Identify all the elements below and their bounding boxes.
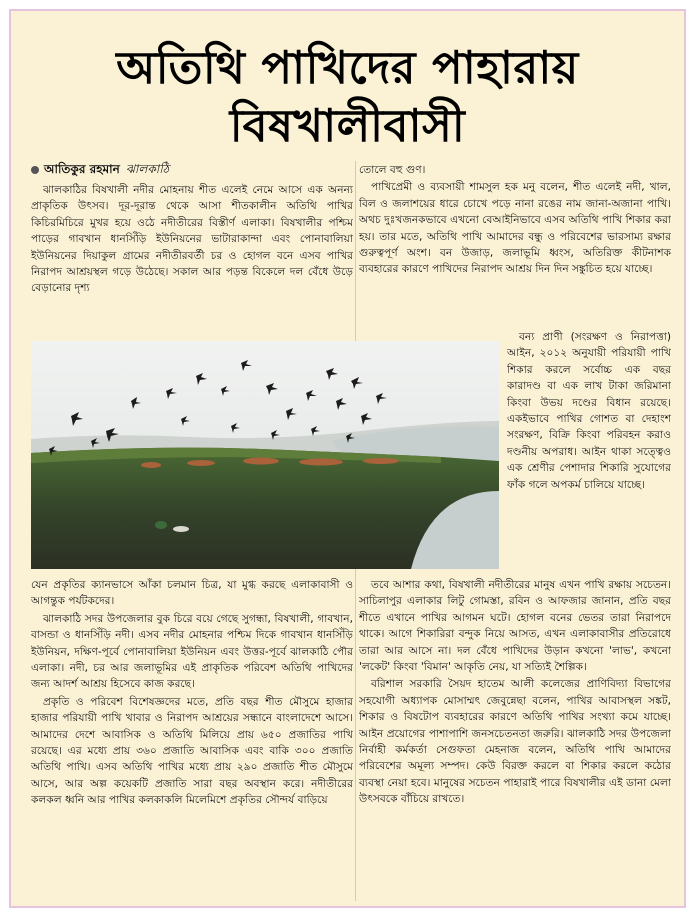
article-paragraph: পাখিপ্রেমী ও ব্যবসায়ী শামসুল হক মনু বলেন, শীত এলেই নদী, খাল, বিল ও জলাশয়ের ধারে চোখে পড়ে নানা রঙের নাম জানা-অজানা পাখি। অথচ দুঃখজনকভাবে এখনো বেআইনিভাবে এসব অতিথি পাখি শিকার করা হয়। তার মতে, অতিথি পাখি আমাদের বন্ধু ও পরিবেশের ভারসাম্য রক্ষার গুরুত্বপূর্ণ অংশ। বন উজাড়, জলাভূমি ধ্বংস, অতিরিক্ত কীটনাশক ব্যবহারের কারণে পাখিদের নিরাপদ আশ্রয় দিন দিন সঙ্কুচিত হয়ে যাচ্ছে। (359, 181, 671, 276)
article-paragraph: তবে আশার কথা, বিষখালী নদীতীরের মানুষ এখন পাখি রক্ষায় সচেতন। সাচিলাপুর এলাকার লিটু গোমস্তা, রবিন ও আফজার জানান, প্রতি বছর শীতে এখানে পাখির আগমন ঘটে। হোগল বনের ভেতর তারা নিরাপদে থাকে। আগে শিকারিরা বন্দুক নিয়ে আসত, এখন এলাকাবাসীর প্রতিরোধে তারা আর আসে না। দল বেঁধে পাখিদের উড়ান কখনো 'লাভ', কখনো 'লকেট' কিংবা 'বিমান' আকৃতি নেয়, যা সত্যিই শৈল্পিক। (359, 579, 671, 674)
newspaper-page (9, 9, 686, 908)
article-paragraph: বরিশাল সরকারি সৈয়দ হাতেম আলী কলেজের প্রাণিবিদ্যা বিভাগের সহযোগী অধ্যাপক মোসাম্মৎ জেবুন্নেছা বলেন, পাখির আবাসস্থল সঙ্কট, শিকার ও বিষটোপ ব্যবহারের কারণে অতিথি পাখির সংখ্যা কমে যাচ্ছে। আইন প্রয়োগের পাশাপাশি জনসচেতনতা জরুরি। ঝালকাঠি সদর উপজেলা নির্বাহী কর্মকর্তা সেগুফতা মেহনাজ বলেন, অতিথি পাখি আমাদের পরিবেশের অমূল্য সম্পদ। কেউ বিরক্ত করলে বা শিকার করলে কঠোর ব্যবস্থা নেয়া হবে। মানুষের সচেতন পাহারাই পারে বিষখালীর এই ডানা মেলা উৎসবকে বাঁচিয়ে রাখতে। (359, 678, 671, 806)
article-paragraph: প্রকৃতি ও পরিবেশ বিশেষজ্ঞদের মতে, প্রতি বছর শীত মৌসুমে হাজার হাজার পরিযায়ী পাখি খাবার ও নিরাপদ আশ্রয়ের সন্ধানে বাংলাদেশে আসে। আমাদের দেশে আবাসিক ও অতিথি মিলিয়ে প্রায় ৬৫০ প্রজাতির পাখি রয়েছে। এর মধ্যে প্রায় ৩৬০ প্রজাতি আবাসিক এবং বাকি ৩০০ প্রজাতি অতিথি পাখি। এসব অতিথি পাখির মধ্যে প্রায় ২৯০ প্রজাতি শীত মৌসুমে আসে, আর অল্প কয়েকটি প্রজাতি সারা বছর অবস্থান করে। নদীতীরের কলকল ধ্বনি আর পাখির কলকাকলি মিলেমিশে প্রকৃতির সৌন্দর্য বাড়িয়ে (31, 695, 353, 807)
headline-line-2: বিষখালীবাসী (229, 99, 466, 152)
article-column-1-bottom (31, 577, 353, 902)
bullet-icon (31, 166, 39, 174)
byline-place: ঝালকাঠি (125, 162, 170, 176)
article-paragraph: তোলে বহু গুণ। (359, 164, 426, 176)
photo-birds-on-river (31, 341, 499, 569)
article-paragraph: যেন প্রকৃতির ক্যানভাসে আঁকা চলমান চিত্র, যা মুগ্ধ করছে এলাকাবাসী ও আগন্তুক পর্যটকদের। (31, 579, 353, 608)
article-column-2-sidebar (507, 329, 671, 575)
byline-author: আতিকুর রহমান (44, 162, 120, 176)
article-column-1-top (31, 182, 353, 326)
article-column-2-top (359, 162, 671, 324)
headline-line-1: অতিথি পাখিদের পাহারায় (116, 41, 579, 94)
byline (31, 161, 169, 181)
article-paragraph: ঝালকাঠির বিষখালী নদীর মোহনায় শীত এলেই নেমে আসে এক অনন্য প্রাকৃতিক উৎসব। দূর-দূরান্ত থেকে আসা শীতকালীন অতিথি পাখির কিচিরমিচিরে মুখর হয়ে ওঠে নদীতীরের বিস্তীর্ণ এলাকা। বিষখালীর পশ্চিম পাড়ের গাবখান ধানসিঁড়ি ইউনিয়নের ভাটারাকান্দা এবং পোনাবালিয়া ইউনিয়নের দিয়াকুল গ্রামের নদীতীরবর্তী চর ও হোগল বনে এসব পাখির নিরাপদ আশ্রয়স্থল গড়ে উঠেছে। সকাল আর পড়ন্ত বিকেলে দল বেঁধে উড়ে বেড়ানোর দৃশ্য (31, 184, 353, 295)
article-paragraph: বন্য প্রাণী (সংরক্ষণ ও নিরাপত্তা) আইন, ২০১২ অনুযায়ী পরিযায়ী পাখি শিকার করলে সর্বোচ্চ এক বছর কারাদণ্ড বা এক লাখ টাকা জরিমানা কিংবা উভয় দণ্ডের বিধান রয়েছে। একইভাবে পাখির গোশত বা দেহাংশ সংরক্ষণ, বিক্রি কিংবা পরিবহন করাও দণ্ডনীয় অপরাধ। আইন থাকা সত্ত্বেও এক শ্রেণীর পেশাদার শিকারি সুযোগের ফাঁক গলে অপকর্ম চালিয়ে যাচ্ছে। (507, 331, 671, 491)
news-photo (31, 341, 499, 569)
article-column-2-bottom (359, 577, 671, 902)
article-paragraph: ঝালকাঠি সদর উপজেলার বুক চিরে বয়ে গেছে সুগন্ধা, বিষখালী, গাবখান, বাসন্ডা ও ধানসিঁড়ি নদী। এসব নদীর মোহনার পশ্চিম দিকে গাবখান ধানসিঁড়ি ইউনিয়ন, দক্ষিণ-পূর্বে পোনাবালিয়া ইউনিয়ন এবং উত্তর-পূর্বে ঝালকাঠি পৌর এলাকা। নদী, চর আর জলাভূমির এই প্রাকৃতিক পরিবেশ অতিথি পাখিদের জন্য আদর্শ আশ্রয় হিসেবে কাজ করছে। (31, 612, 353, 691)
